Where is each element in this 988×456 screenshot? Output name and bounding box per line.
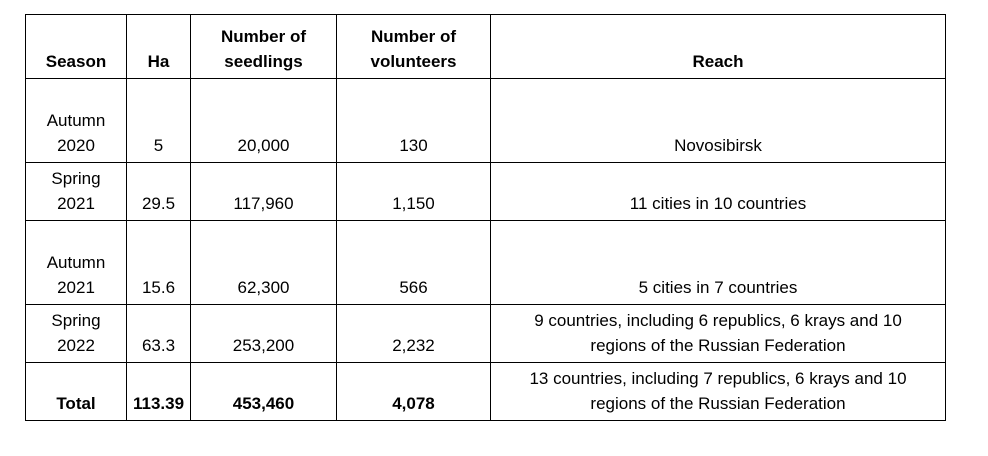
season-cell — [26, 79, 127, 163]
reach-line2: regions of the Russian Federation — [590, 336, 846, 355]
total-reach-cell — [491, 363, 946, 421]
seedlings-cell: 20,000 — [191, 79, 337, 163]
table-row — [26, 79, 946, 163]
table-header-row — [26, 15, 946, 79]
total-label-cell: Total — [26, 363, 127, 421]
seedlings-cell: 117,960 — [191, 163, 337, 221]
season-line2: 2021 — [57, 194, 95, 213]
reach-line2: regions of the Russian Federation — [590, 394, 846, 413]
reach-line1: 9 countries, including 6 republics, 6 krays and 10 — [534, 311, 902, 330]
table-row — [26, 221, 946, 305]
season-cell — [26, 305, 127, 363]
season-cell — [26, 163, 127, 221]
volunteers-cell: 1,150 — [337, 163, 491, 221]
season-line2: 2021 — [57, 278, 95, 297]
header-season — [26, 15, 127, 79]
reach-cell — [491, 221, 946, 305]
volunteers-cell: 566 — [337, 221, 491, 305]
header-volunteers-line1: Number of — [371, 27, 456, 46]
season-line1: Autumn — [46, 111, 106, 130]
volunteers-cell: 2,232 — [337, 305, 491, 363]
ha-cell: 63.3 — [127, 305, 191, 363]
total-volunteers-cell: 4,078 — [337, 363, 491, 421]
seedlings-cell: 62,300 — [191, 221, 337, 305]
header-volunteers-line2: volunteers — [370, 52, 457, 71]
header-reach — [491, 15, 946, 79]
reach-line1: Novosibirsk — [674, 136, 762, 155]
ha-cell: 15.6 — [127, 221, 191, 305]
header-ha — [127, 15, 191, 79]
header-volunteers — [337, 15, 491, 79]
reach-line1: 5 cities in 7 countries — [638, 278, 798, 297]
header-seedlings — [191, 15, 337, 79]
campaign-summary-table — [25, 14, 946, 421]
ha-cell: 5 — [127, 79, 191, 163]
header-ha-label: Ha — [147, 52, 170, 71]
seedlings-cell: 253,200 — [191, 305, 337, 363]
reach-cell — [491, 305, 946, 363]
total-seedlings-cell: 453,460 — [191, 363, 337, 421]
header-season-label: Season — [45, 52, 107, 71]
season-line1: Spring — [51, 311, 101, 330]
header-seedlings-line2: seedlings — [224, 52, 303, 71]
table-total-row — [26, 363, 946, 421]
season-line1: Spring — [51, 169, 101, 188]
volunteers-cell: 130 — [337, 79, 491, 163]
reach-cell — [491, 163, 946, 221]
table-row — [26, 305, 946, 363]
ha-cell: 29.5 — [127, 163, 191, 221]
table-row — [26, 163, 946, 221]
season-cell — [26, 221, 127, 305]
reach-line1: 13 countries, including 7 republics, 6 krays and 10 — [529, 369, 907, 388]
header-seedlings-line1: Number of — [221, 27, 306, 46]
total-ha-cell: 113.39 — [127, 363, 191, 421]
season-line2: 2020 — [57, 136, 95, 155]
reach-cell — [491, 79, 946, 163]
reach-line1: 11 cities in 10 countries — [629, 194, 807, 213]
season-line2: 2022 — [57, 336, 95, 355]
header-reach-label: Reach — [692, 52, 744, 71]
season-line1: Autumn — [46, 253, 106, 272]
